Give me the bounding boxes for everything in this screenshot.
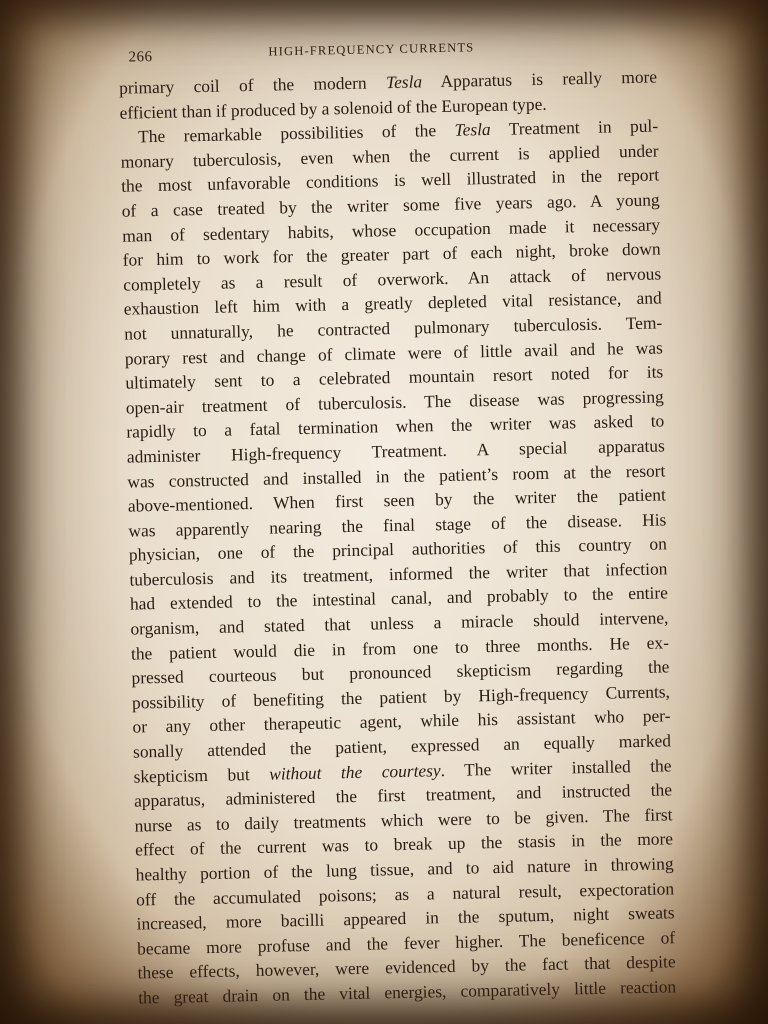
- text-line: increased, more bacilli appeared in the sputum, night sweats: [136, 902, 675, 934]
- body-text: [119, 64, 686, 1010]
- book-page: [118, 24, 686, 1008]
- text-line: administer High-frequency Treatment. A special apparatus: [126, 435, 665, 467]
- text-line: not unnaturally, he contracted pulmonary tuberculosis. Tem-: [124, 312, 663, 344]
- text-line: these effects, however, were evidenced by the fact that despite: [137, 951, 676, 983]
- text-line: the patient would die in from one to three months. He ex-: [130, 631, 670, 664]
- text-line: completely as a result of overwork. An attack of nervous: [123, 263, 662, 295]
- text-line: above-mentioned. When first seen by the writer the patient: [127, 484, 666, 516]
- text-line: healthy portion of the lung tissue, and to aid nature in throwing: [135, 853, 674, 885]
- text-line: physician, one of the principal authorities of this country on: [128, 533, 668, 565]
- text-line: The remarkable possibilities of the Tesla Treatment in pul-: [137, 115, 659, 147]
- text-line: became more profuse and the fever higher. The beneficence of: [136, 927, 676, 959]
- text-line: possibility of benefiting the patient by High-frequency Currents,: [131, 681, 671, 713]
- text-line: exhaustion left him with a greatly depleted vital resistance, and: [123, 287, 662, 320]
- text-line: off the accumulated poisons; as a natural result, expectoration: [135, 877, 675, 910]
- italic-phrase: Tesla: [454, 119, 491, 140]
- text-line: effect of the current was to break up the stasis in the more: [134, 828, 674, 860]
- text-line: open-air treatment of tuberculosis. The disease was progressing: [125, 386, 664, 418]
- text-line: for him to work for the greater part of each night, broke down: [122, 238, 661, 270]
- text-line: rapidly to a fatal termination when the writer was asked to: [126, 410, 665, 442]
- text-line: monary tuberculosis, even when the current is applied under: [120, 140, 659, 172]
- text-line: primary coil of the modern Tesla Apparatus is really more: [118, 66, 658, 98]
- italic-phrase: without the courtesy: [269, 759, 441, 784]
- text-line: had extended to the intestinal canal, and probably to the entire: [129, 582, 669, 615]
- text-line: tuberculosis and its treatment, informed the writer that infection: [129, 558, 668, 590]
- text-line: pressed courteous but pronounced skepticism regarding the: [131, 656, 670, 688]
- text-line: the most unfavorable conditions is well illustrated in the report: [120, 164, 660, 197]
- text-line: was constructed and installed in the patient’s room at the resort: [127, 459, 666, 492]
- text-line: apparatus, administered the first treatment, and instructed the: [133, 779, 673, 811]
- text-line: efficient than if produced by a solenoid of the European type.: [119, 93, 547, 123]
- text-line: of a case treated by the writer some five years ago. A young: [121, 189, 660, 221]
- page-number: 266: [128, 49, 153, 66]
- text-line: organism, and stated that unless a miracle should intervene,: [130, 607, 669, 639]
- text-line: sonally attended the patient, expressed an equally marked: [132, 730, 672, 762]
- text-line: skepticism but without the courtesy. The writer installed the: [133, 754, 672, 787]
- text-line: nurse as to daily treatments which were to be given. The first: [134, 804, 673, 836]
- text-line: man of sedentary habits, whose occupation made it necessary: [122, 213, 661, 246]
- text-line: was apparently nearing the final stage of the disease. His: [128, 509, 667, 541]
- text-line: or any other therapeutic agent, while his assistant who per-: [132, 705, 671, 738]
- italic-phrase: Tesla: [385, 71, 423, 93]
- running-title: HIGH-FREQUENCY CURRENTS: [268, 40, 475, 59]
- text-line: the great drain on the vital energies, comparatively little reaction: [137, 976, 677, 1008]
- running-head: [118, 24, 666, 66]
- text-line: porary rest and change of climate were of little avail and he was: [124, 336, 663, 369]
- text-line: ultimately sent to a celebrated mountain resort noted for its: [125, 361, 664, 393]
